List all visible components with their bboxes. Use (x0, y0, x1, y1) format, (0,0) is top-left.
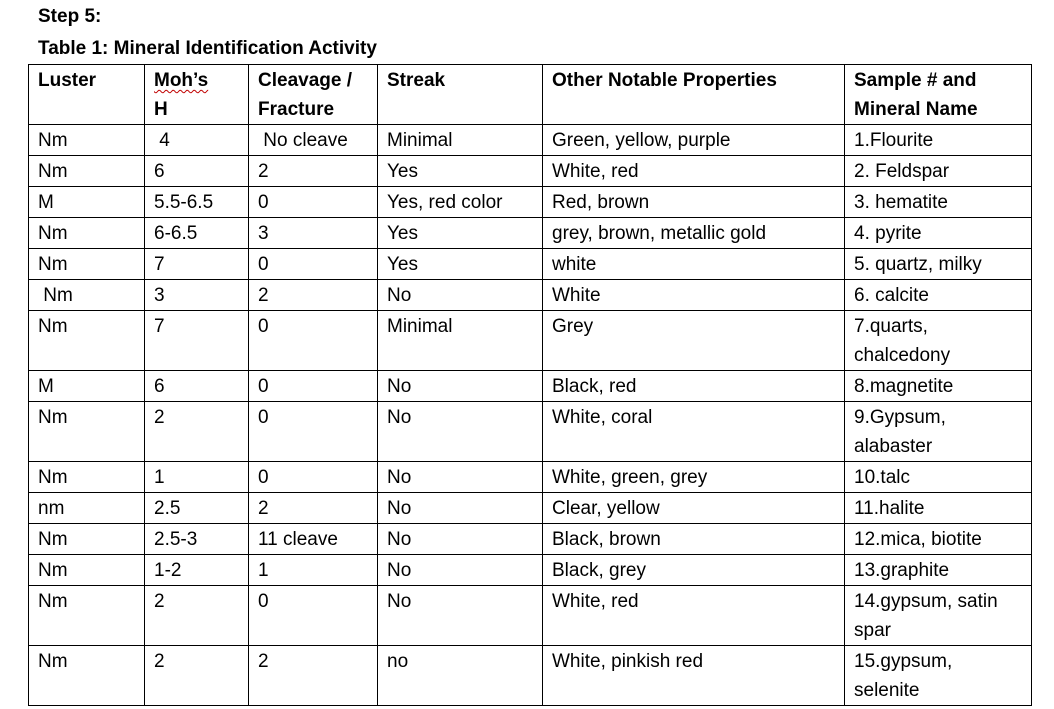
cell-luster: Nm (29, 218, 145, 249)
cell-luster: nm (29, 493, 145, 524)
cell-streak: No (378, 493, 543, 524)
cell-luster: Nm (29, 524, 145, 555)
cell-cleavage-fracture: 0 (249, 311, 378, 371)
header-cleavage-fracture (249, 65, 378, 125)
header-streak-label: Streak (387, 70, 446, 91)
cell-luster: Nm (29, 125, 145, 156)
cell-cleavage-fracture: 2 (249, 493, 378, 524)
table-row (29, 524, 1032, 555)
cell-other-properties: Black, red (543, 371, 845, 402)
header-mohs-line2: H (154, 99, 168, 120)
header-luster (29, 65, 145, 125)
header-mohs-hardness (145, 65, 249, 125)
cell-cleavage-fracture: No cleave (249, 125, 378, 156)
cell-sample-name: 11.halite (845, 493, 1032, 524)
cell-luster: Nm (29, 280, 145, 311)
table-row (29, 371, 1032, 402)
header-streak (378, 65, 543, 125)
cell-cleavage-fracture: 2 (249, 280, 378, 311)
cell-sample-name: 2. Feldspar (845, 156, 1032, 187)
cell-cleavage-fracture: 0 (249, 371, 378, 402)
cell-mohs-hardness: 2 (145, 646, 249, 706)
cell-luster: Nm (29, 555, 145, 586)
mineral-identification-table (28, 64, 1032, 706)
cell-other-properties: grey, brown, metallic gold (543, 218, 845, 249)
cell-sample-name: 7.quarts, chalcedony (845, 311, 1032, 371)
cell-other-properties: Green, yellow, purple (543, 125, 845, 156)
cell-other-properties: Black, brown (543, 524, 845, 555)
cell-other-properties: white (543, 249, 845, 280)
table-row (29, 249, 1032, 280)
cell-mohs-hardness: 4 (145, 125, 249, 156)
cell-streak: No (378, 524, 543, 555)
cell-sample-name: 12.mica, biotite (845, 524, 1032, 555)
table-row (29, 555, 1032, 586)
header-other-properties (543, 65, 845, 125)
cell-sample-name: 8.magnetite (845, 371, 1032, 402)
cell-mohs-hardness: 6 (145, 371, 249, 402)
cell-sample-name: 4. pyrite (845, 218, 1032, 249)
table-title: Table 1: Mineral Identification Activity (38, 38, 377, 59)
cell-streak: Yes (378, 156, 543, 187)
cell-mohs-hardness: 7 (145, 249, 249, 280)
table-row (29, 402, 1032, 462)
cell-luster: Nm (29, 249, 145, 280)
cell-cleavage-fracture: 0 (249, 249, 378, 280)
cell-streak: No (378, 586, 543, 646)
cell-luster: Nm (29, 156, 145, 187)
cell-mohs-hardness: 2 (145, 586, 249, 646)
cell-other-properties: White (543, 280, 845, 311)
header-row (29, 65, 1032, 125)
table-row (29, 493, 1032, 524)
header-sample-line1: Sample # and (854, 70, 977, 91)
cell-mohs-hardness: 3 (145, 280, 249, 311)
cell-luster: Nm (29, 402, 145, 462)
cell-mohs-hardness: 2 (145, 402, 249, 462)
cell-cleavage-fracture: 0 (249, 462, 378, 493)
cell-mohs-hardness: 6 (145, 156, 249, 187)
cell-mohs-hardness: 7 (145, 311, 249, 371)
cell-luster: Nm (29, 462, 145, 493)
table-row (29, 462, 1032, 493)
cell-other-properties: White, pinkish red (543, 646, 845, 706)
cell-other-properties: White, coral (543, 402, 845, 462)
cell-sample-name: 6. calcite (845, 280, 1032, 311)
cell-luster: M (29, 371, 145, 402)
cell-luster: Nm (29, 586, 145, 646)
header-cleavage-line1: Cleavage / (258, 70, 352, 91)
header-sample-line2: Mineral Name (854, 99, 978, 120)
cell-streak: No (378, 280, 543, 311)
cell-streak: No (378, 462, 543, 493)
cell-streak: Yes (378, 249, 543, 280)
cell-streak: Minimal (378, 125, 543, 156)
cell-other-properties: Red, brown (543, 187, 845, 218)
table-row (29, 156, 1032, 187)
cell-other-properties: Grey (543, 311, 845, 371)
header-luster-label: Luster (38, 70, 97, 91)
cell-sample-name: 3. hematite (845, 187, 1032, 218)
cell-mohs-hardness: 2.5-3 (145, 524, 249, 555)
cell-sample-name: 1.Flourite (845, 125, 1032, 156)
cell-cleavage-fracture: 1 (249, 555, 378, 586)
cell-luster: M (29, 187, 145, 218)
cell-other-properties: White, green, grey (543, 462, 845, 493)
cell-streak: No (378, 402, 543, 462)
header-cleavage-line2: Fracture (258, 99, 335, 120)
cell-luster: Nm (29, 311, 145, 371)
cell-other-properties: White, red (543, 156, 845, 187)
cell-cleavage-fracture: 0 (249, 402, 378, 462)
header-other-label: Other Notable Properties (552, 70, 777, 91)
cell-cleavage-fracture: 0 (249, 187, 378, 218)
cell-streak: Yes, red color (378, 187, 543, 218)
cell-cleavage-fracture: 0 (249, 586, 378, 646)
cell-other-properties: Clear, yellow (543, 493, 845, 524)
cell-mohs-hardness: 1 (145, 462, 249, 493)
cell-mohs-hardness: 6-6.5 (145, 218, 249, 249)
table-row (29, 586, 1032, 646)
table-row (29, 646, 1032, 706)
cell-streak: no (378, 646, 543, 706)
table-row (29, 280, 1032, 311)
table-row (29, 125, 1032, 156)
cell-other-properties: White, red (543, 586, 845, 646)
header-mohs-line1: Moh’s (154, 70, 209, 91)
cell-sample-name: 13.graphite (845, 555, 1032, 586)
cell-sample-name: 5. quartz, milky (845, 249, 1032, 280)
cell-other-properties: Black, grey (543, 555, 845, 586)
step-label: Step 5: (38, 6, 102, 27)
cell-luster: Nm (29, 646, 145, 706)
cell-mohs-hardness: 1-2 (145, 555, 249, 586)
cell-mohs-hardness: 2.5 (145, 493, 249, 524)
cell-mohs-hardness: 5.5-6.5 (145, 187, 249, 218)
cell-cleavage-fracture: 2 (249, 156, 378, 187)
table-row (29, 218, 1032, 249)
cell-sample-name: 9.Gypsum, alabaster (845, 402, 1032, 462)
cell-streak: Minimal (378, 311, 543, 371)
header-sample-name (845, 65, 1032, 125)
table-row (29, 187, 1032, 218)
cell-cleavage-fracture: 2 (249, 646, 378, 706)
cell-cleavage-fracture: 3 (249, 218, 378, 249)
table-row (29, 311, 1032, 371)
cell-sample-name: 14.gypsum, satin spar (845, 586, 1032, 646)
cell-sample-name: 10.talc (845, 462, 1032, 493)
cell-sample-name: 15.gypsum, selenite (845, 646, 1032, 706)
cell-streak: No (378, 555, 543, 586)
cell-cleavage-fracture: 11 cleave (249, 524, 378, 555)
cell-streak: Yes (378, 218, 543, 249)
cell-streak: No (378, 371, 543, 402)
